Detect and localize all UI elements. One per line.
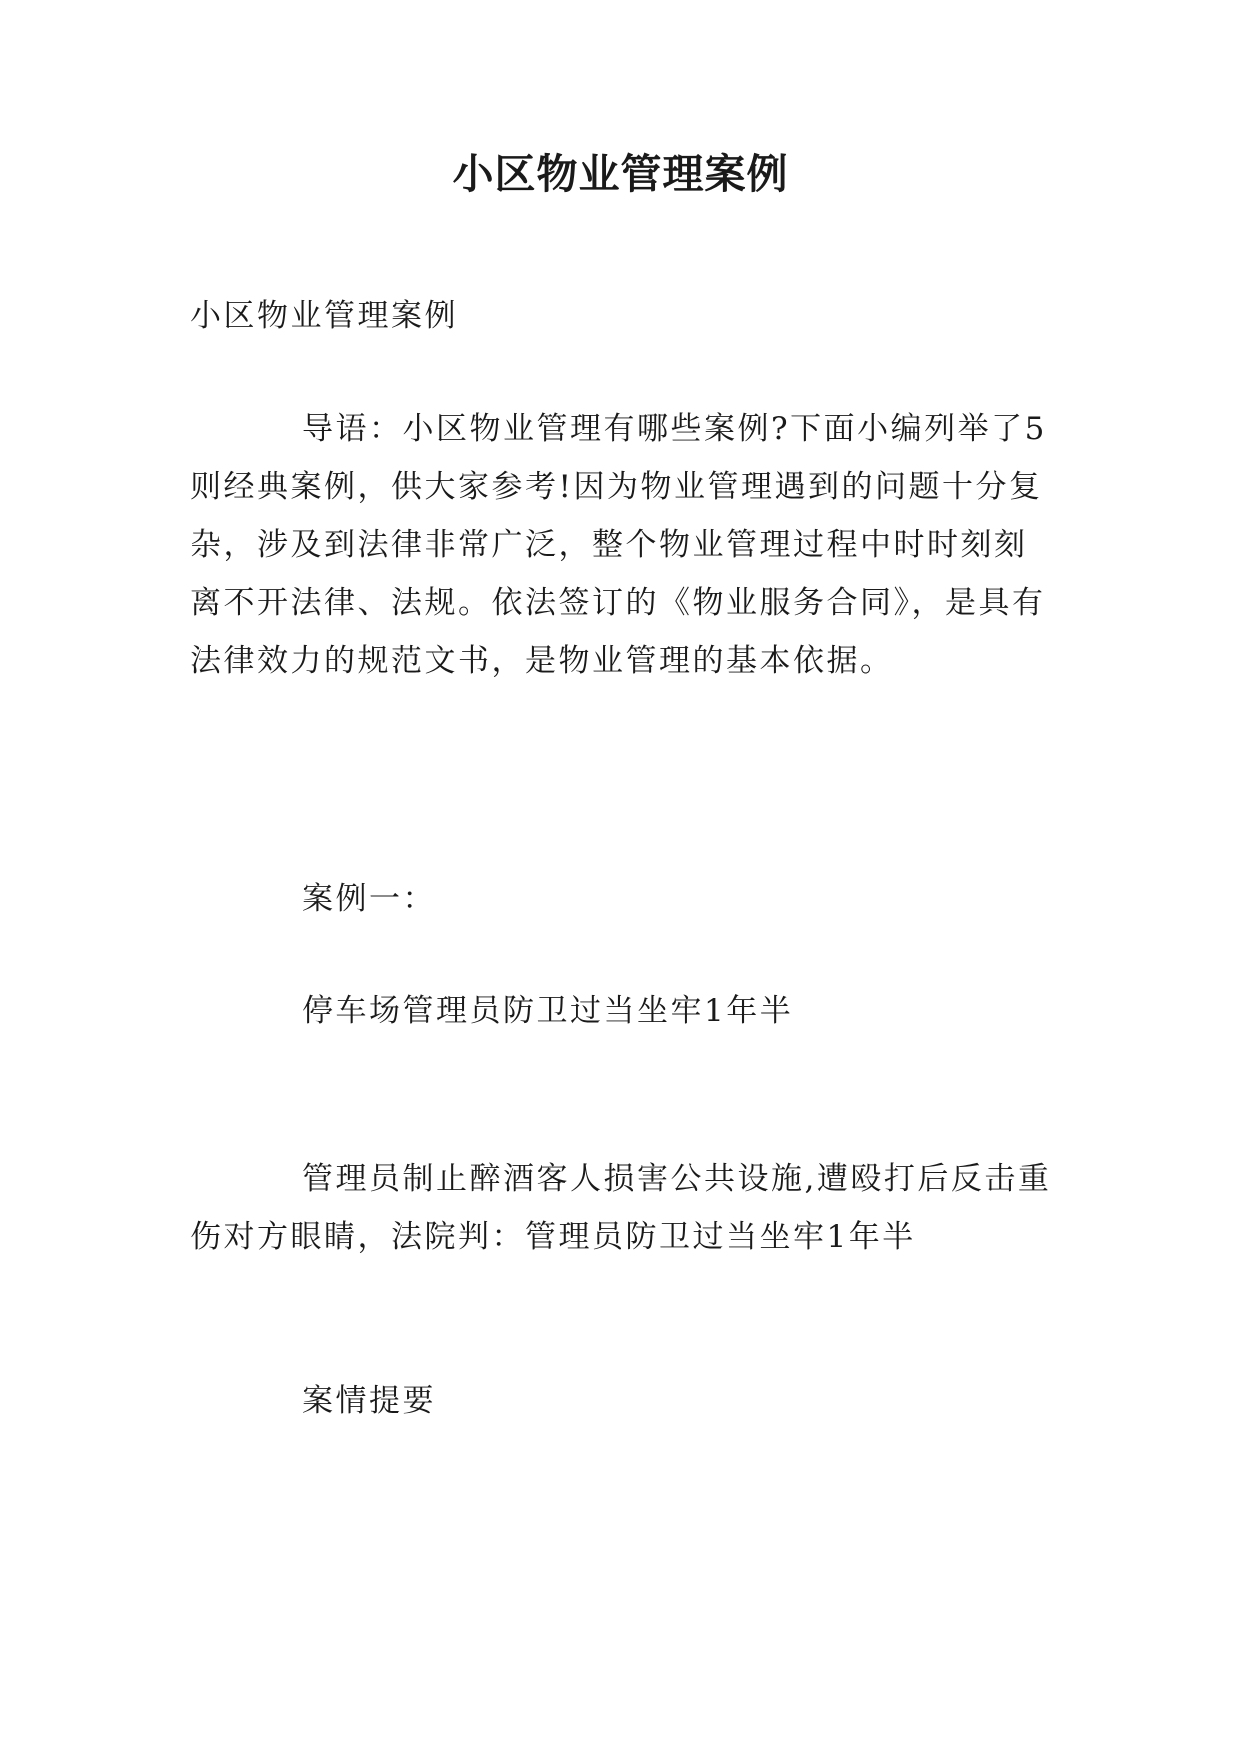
intro-paragraph: 导语：小区物业管理有哪些案例?下面小编列举了5则经典案例，供大家参考!因为物业管理遇到的问题十分复杂，涉及到法律非常广泛，整个物业管理过程中时时刻刻离不开法律、法规。依法签订的《物业服务合同》，是具有法律效力的规范文书，是物业管理的基本依据。 [190,411,1047,679]
document-title: 小区物业管理案例 [452,150,789,198]
case-title: 停车场管理员防卫过当坐牢1年半 [302,993,794,1029]
case-heading: 案例一： [302,881,436,917]
case-summary-paragraph: 管理员制止醉酒客人损害公共设施,遭殴打后反击重伤对方眼睛，法院判：管理员防卫过当坐牢1年半 [190,1161,1052,1255]
document-subtitle: 小区物业管理案例 [190,298,458,334]
section-heading: 案情提要 [302,1383,436,1419]
